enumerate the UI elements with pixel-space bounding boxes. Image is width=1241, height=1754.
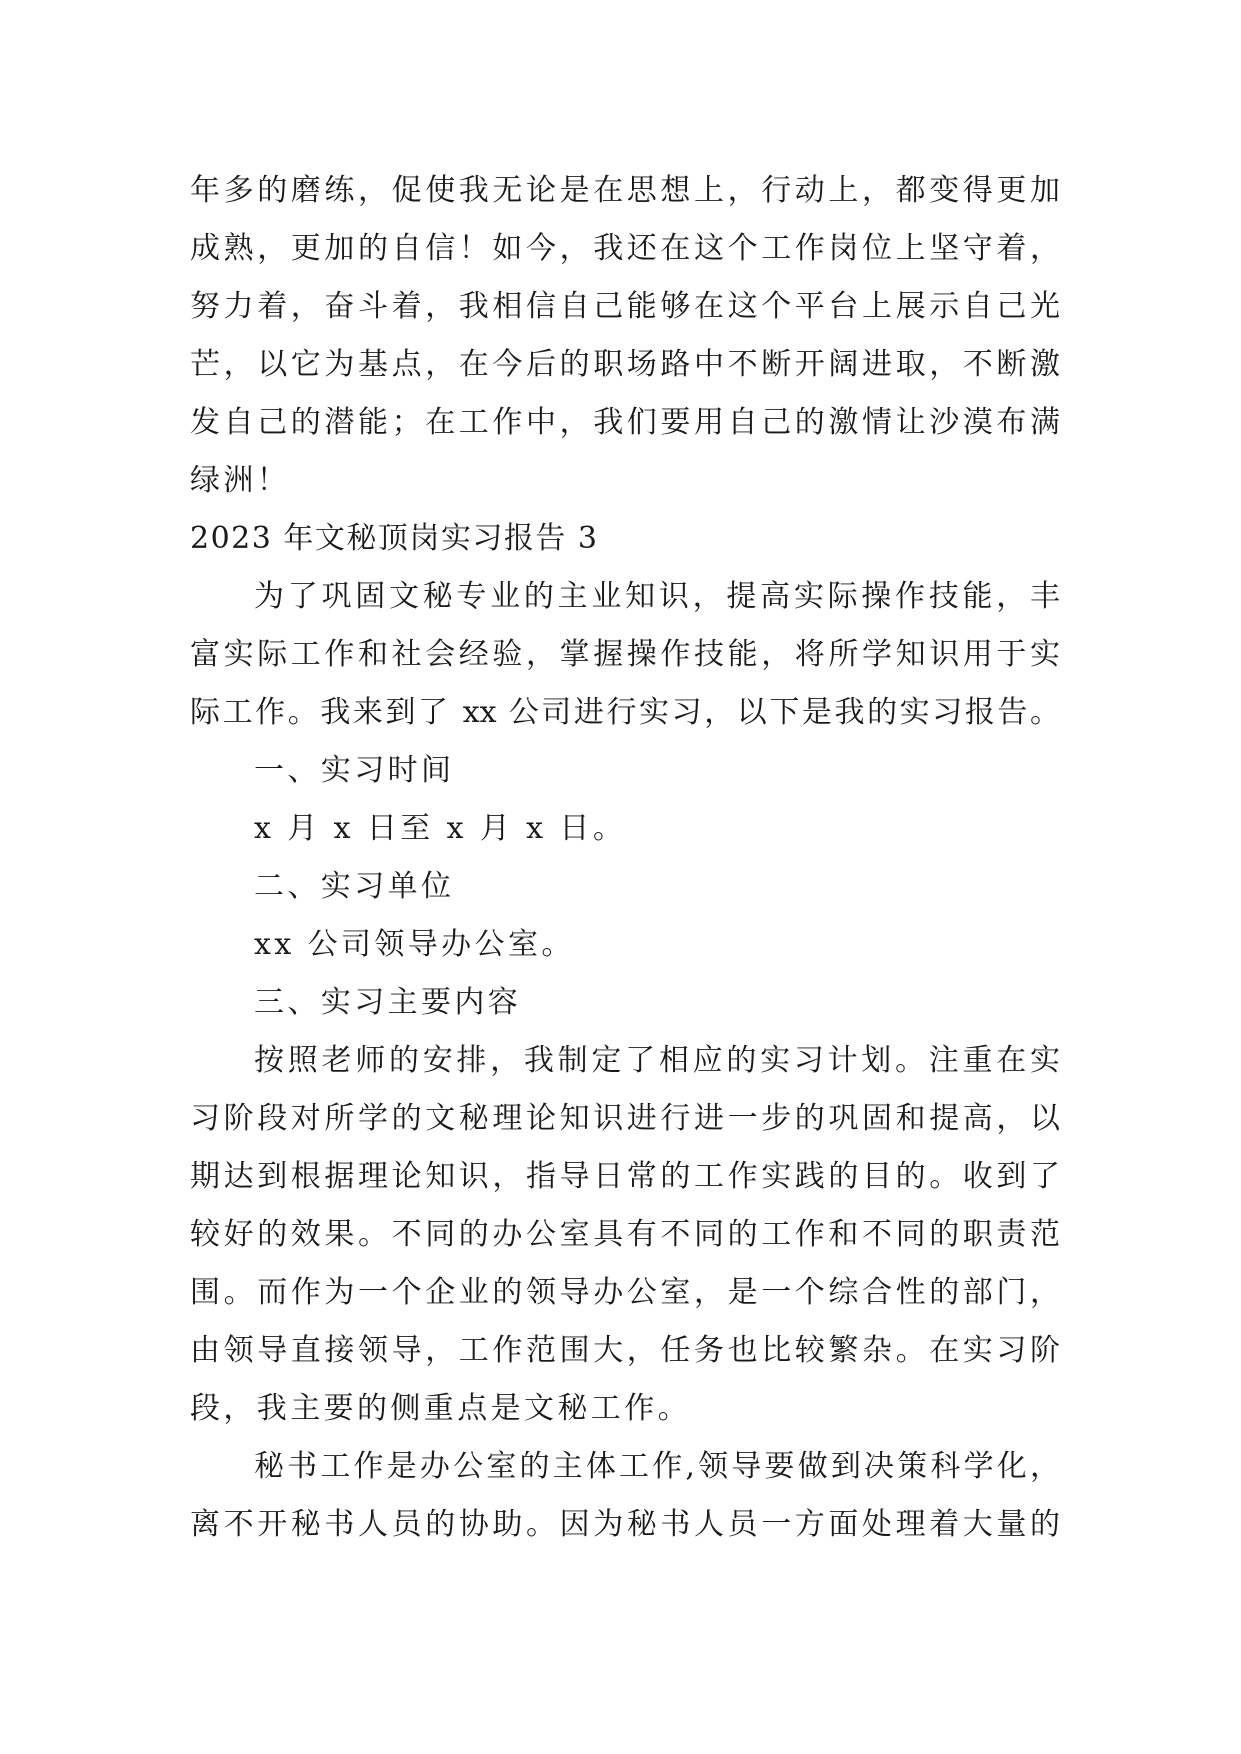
- paragraph-line: 由领导直接领导，工作范围大，任务也比较繁杂。在实习阶: [190, 1333, 1060, 1368]
- subheading: 三、实习主要内容: [254, 985, 522, 1020]
- paragraph-line: x 月 x 日至 x 月 x 日。: [254, 811, 627, 846]
- subheading: 一、实习时间: [254, 753, 455, 788]
- paragraph-line: 围。而作为一个企业的领导办公室，是一个综合性的部门，: [190, 1275, 1060, 1310]
- paragraph-line: 段，我主要的侧重点是文秘工作。: [190, 1391, 691, 1426]
- paragraph-line: 成熟，更加的自信！如今，我还在这个工作岗位上坚守着，: [190, 231, 1060, 266]
- section-title: 2023 年文秘顶岗实习报告 3: [190, 521, 599, 556]
- paragraph-line: 富实际工作和社会经验，掌握操作技能，将所学知识用于实: [190, 637, 1060, 672]
- document-body: [190, 162, 1060, 1554]
- paragraph-line: 绿洲！: [190, 463, 291, 498]
- paragraph-line: 际工作。我来到了 xx 公司进行实习，以下是我的实习报告。: [190, 695, 1060, 730]
- paragraph-line: 秘书工作是办公室的主体工作,领导要做到决策科学化，: [254, 1449, 1060, 1484]
- paragraph-line: 较好的效果。不同的办公室具有不同的工作和不同的职责范: [190, 1217, 1060, 1252]
- paragraph-line: 努力着，奋斗着，我相信自己能够在这个平台上展示自己光: [190, 289, 1060, 324]
- paragraph-line: 习阶段对所学的文秘理论知识进行进一步的巩固和提高，以: [190, 1101, 1060, 1136]
- paragraph-line: 为了巩固文秘专业的主业知识，提高实际操作技能，丰: [254, 579, 1060, 614]
- paragraph-line: 年多的磨练，促使我无论是在思想上，行动上，都变得更加: [190, 173, 1060, 208]
- paragraph-line: 按照老师的安排，我制定了相应的实习计划。注重在实: [254, 1043, 1060, 1078]
- subheading: 二、实习单位: [254, 869, 455, 904]
- paragraph-line: 发自己的潜能；在工作中，我们要用自己的激情让沙漠布满: [190, 405, 1060, 440]
- paragraph-line: xx 公司领导办公室。: [254, 927, 575, 962]
- paragraph-line: 芒，以它为基点，在今后的职场路中不断开阔进取，不断激: [190, 347, 1060, 382]
- paragraph-line: 期达到根据理论知识，指导日常的工作实践的目的。收到了: [190, 1159, 1060, 1194]
- paragraph-line: 离不开秘书人员的协助。因为秘书人员一方面处理着大量的: [190, 1507, 1060, 1542]
